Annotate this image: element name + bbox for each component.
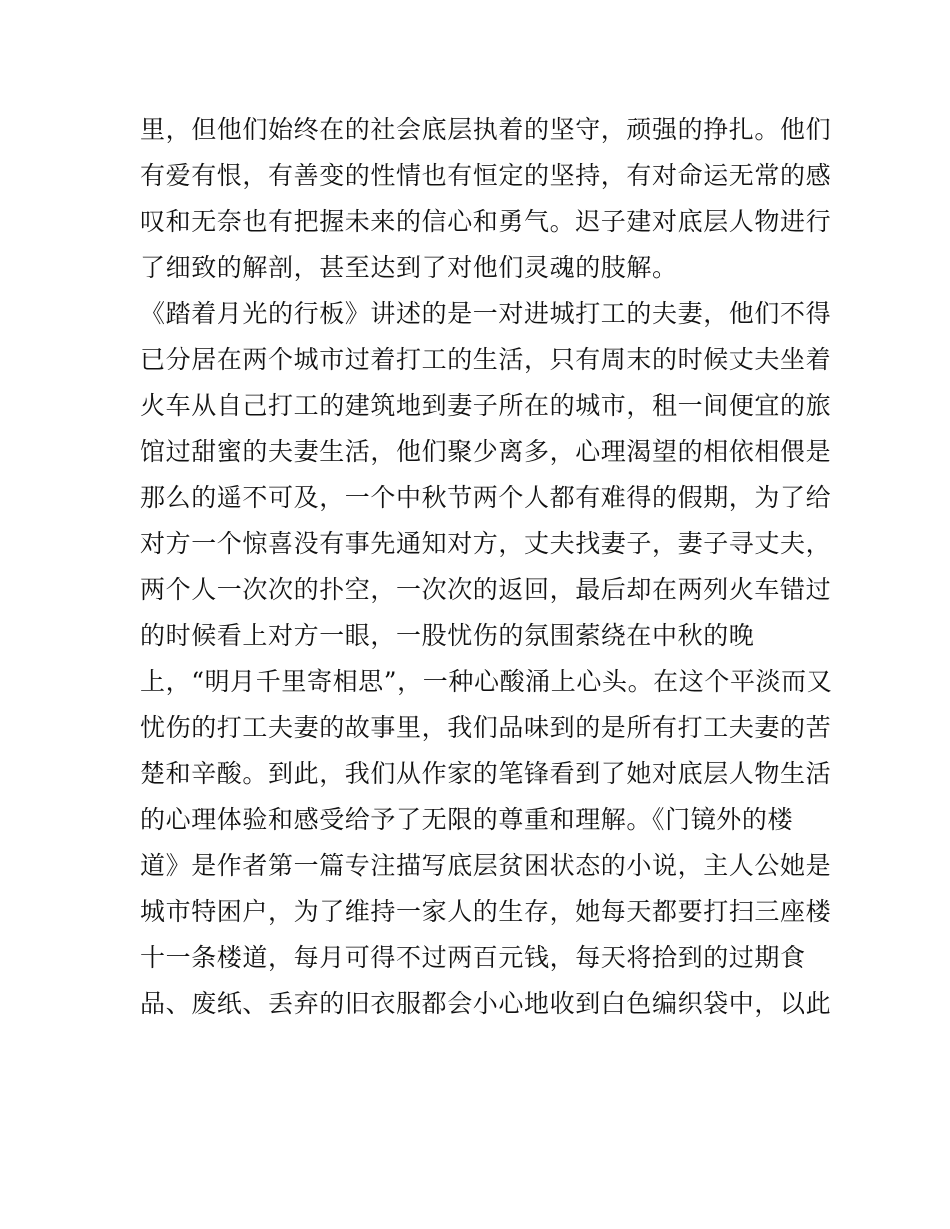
text-line-4: 了细致的解剖，甚至达到了对他们灵魂的肢解。 (140, 253, 678, 282)
text-line-6: 已分居在两个城市过着打工的生活，只有周末的时候丈夫坐着 (140, 345, 832, 374)
text-line-7: 火车从自己打工的建筑地到妻子所在的城市，租一间便宜的旅 (140, 391, 832, 420)
text-line-15: 楚和辛酸。到此，我们从作家的笔锋看到了她对底层人物生活 (140, 759, 832, 788)
text-line-11: 两个人一次次的扑空，一次次的返回，最后却在两列火车错过 (140, 575, 832, 604)
text-line-9: 那么的遥不可及，一个中秋节两个人都有难得的假期，为了给 (140, 483, 832, 512)
text-line-1: 里，但他们始终在的社会底层执着的坚守，顽强的挣扎。他们 (140, 115, 832, 144)
text-line-2: 有爱有恨，有善变的性情也有恒定的坚持，有对命运无常的感 (140, 161, 832, 190)
text-line-3: 叹和无奈也有把握未来的信心和勇气。迟子建对底层人物进行 (140, 207, 832, 236)
text-line-12: 的时候看上对方一眼，一股忧伤的氛围萦绕在中秋的晚 (140, 621, 755, 650)
text-line-16: 的心理体验和感受给予了无限的尊重和理解。《门镜外的楼 (140, 805, 794, 834)
text-line-19: 十一条楼道，每月可得不过两百元钱，每天将拾到的过期食 (140, 943, 806, 972)
text-line-8: 馆过甜蜜的夫妻生活，他们聚少离多，心理渴望的相依相偎是 (140, 437, 832, 466)
text-line-14: 忧伤的打工夫妻的故事里，我们品味到的是所有打工夫妻的苦 (140, 713, 832, 742)
text-line-5: 《踏着月光的行板》讲述的是一对进城打工的夫妻，他们不得 (140, 299, 832, 328)
text-line-13: 上，“明月千里寄相思”，一种心酸涌上心头。在这个平淡而又 (140, 667, 833, 696)
text-line-20: 品、废纸、丢弃的旧衣服都会小心地收到白色编织袋中，以此 (140, 989, 832, 1018)
text-line-18: 城市特困户，为了维持一家人的生存，她每天都要打扫三座楼 (140, 897, 832, 926)
body-text (140, 107, 833, 1027)
text-line-17: 道》是作者第一篇专注描写底层贫困状态的小说，主人公她是 (140, 851, 832, 880)
text-line-10: 对方一个惊喜没有事先通知对方，丈夫找妻子，妻子寻丈夫， (140, 529, 832, 558)
